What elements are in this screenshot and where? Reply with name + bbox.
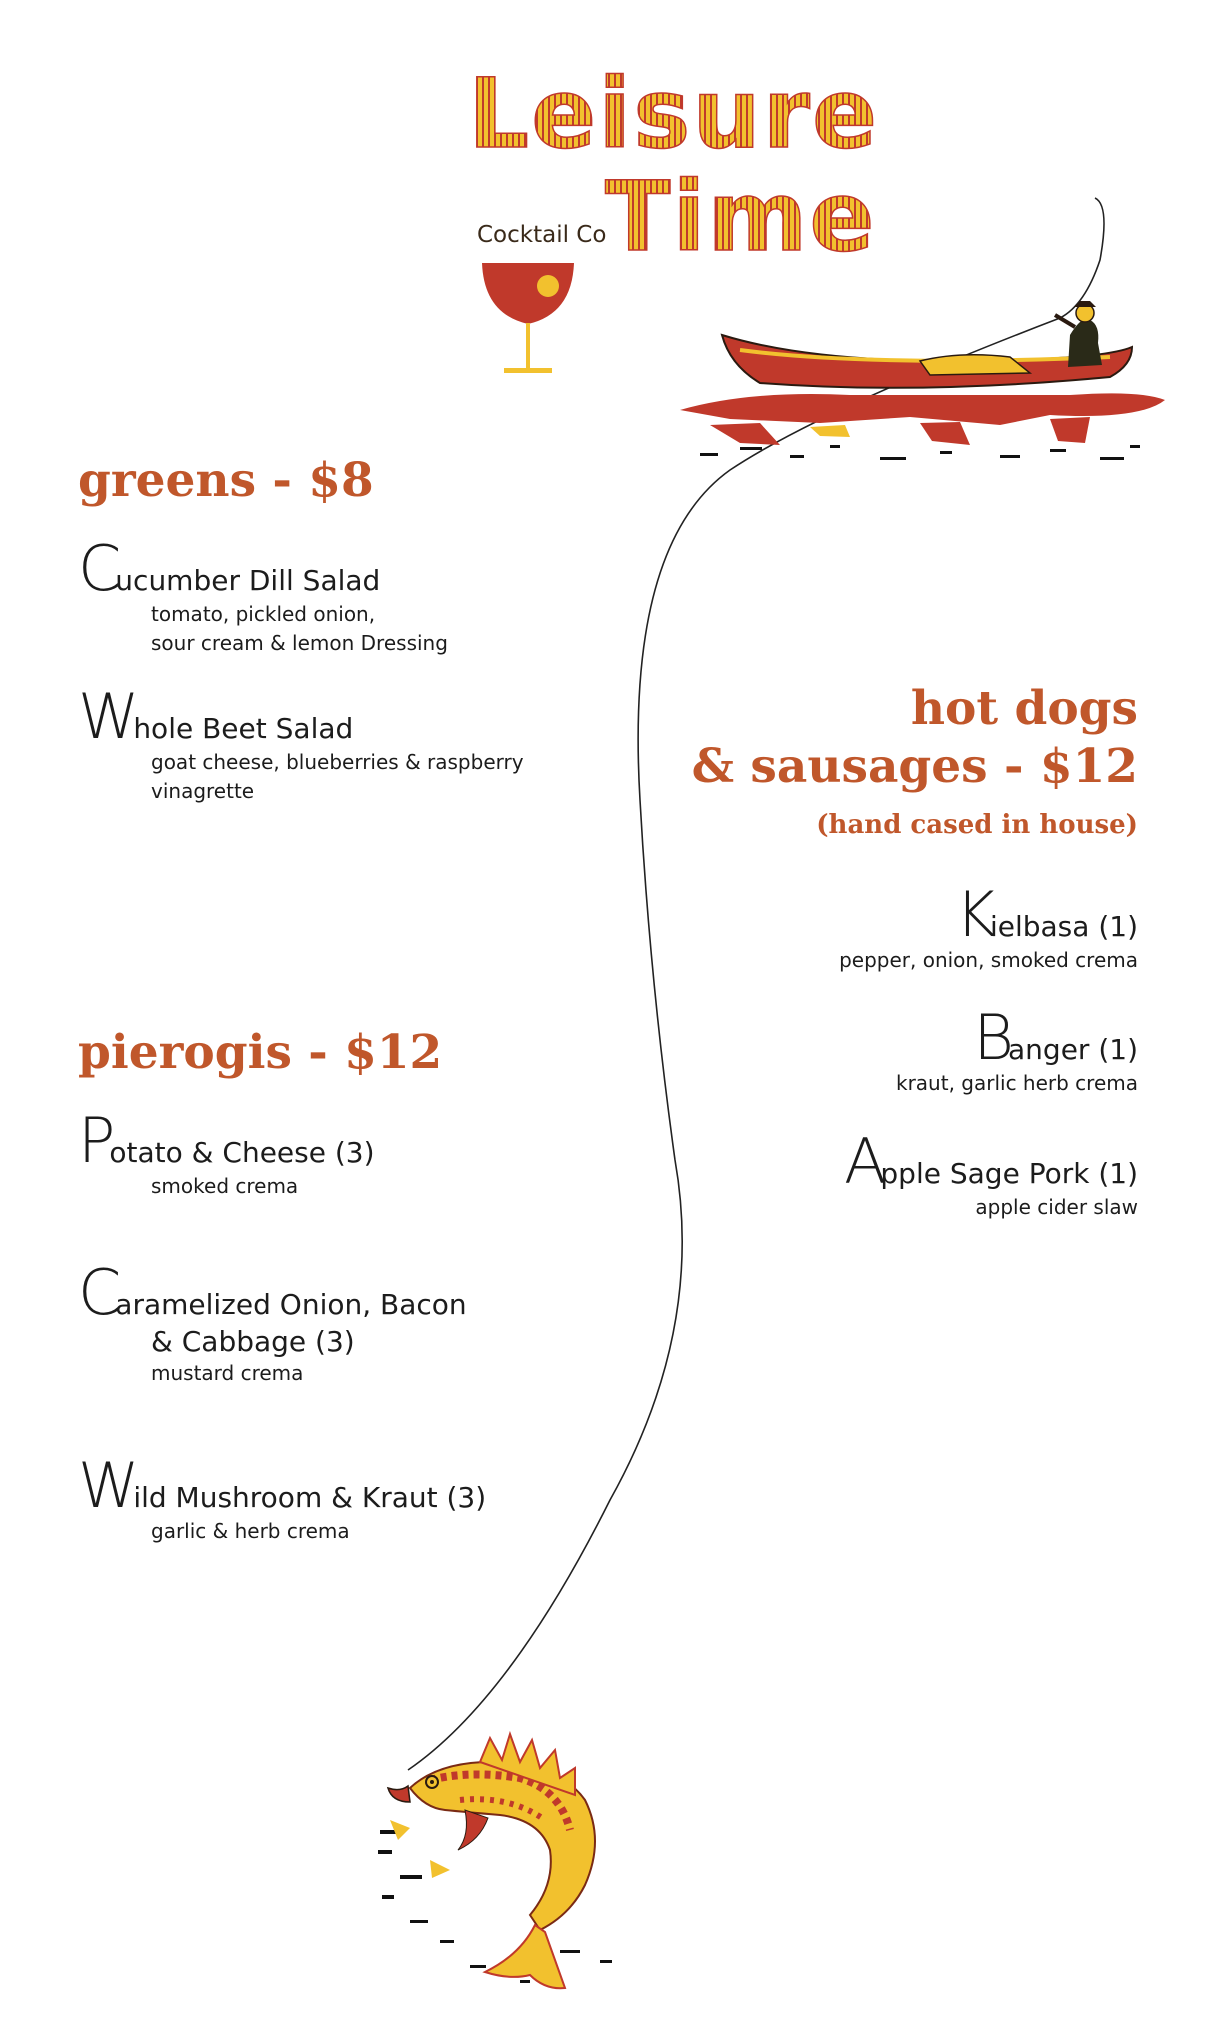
item-name: ild Mushroom & Kraut (3) xyxy=(133,1481,487,1514)
menu-item-cucumber-dill-salad xyxy=(78,532,448,658)
hotdogs-note: (hand cased in house) xyxy=(816,810,1138,840)
item-initial: B xyxy=(973,1001,1013,1074)
menu-item-kielbasa xyxy=(839,878,1138,975)
hotdogs-section xyxy=(618,680,1138,840)
item-description: pepper, onion, smoked crema xyxy=(839,948,1138,972)
item-name: ucumber Dill Salad xyxy=(115,564,381,597)
item-name: anger (1) xyxy=(1008,1033,1138,1066)
item-initial: K xyxy=(955,878,994,951)
logo-time: Time xyxy=(605,161,877,273)
pierogis-section xyxy=(78,1024,442,1083)
logo-leisure: Leisure xyxy=(468,58,880,170)
item-name: aramelized Onion, Bacon xyxy=(115,1288,467,1321)
item-name: hole Beet Salad xyxy=(133,712,354,745)
jumping-fish-illustration xyxy=(370,1710,660,2000)
item-name: pple Sage Pork (1) xyxy=(880,1157,1138,1190)
item-description: tomato, pickled onion, xyxy=(151,602,376,626)
menu-item-wild-mushroom xyxy=(78,1449,487,1546)
menu-item-apple-sage-pork xyxy=(843,1125,1138,1222)
item-description: kraut, garlic herb crema xyxy=(895,1071,1138,1095)
greens-section xyxy=(78,452,374,511)
logo-tagline: Cocktail Co xyxy=(477,222,607,248)
greens-title: greens - $8 xyxy=(78,453,374,508)
item-initial: A xyxy=(843,1125,885,1198)
item-initial: W xyxy=(78,680,138,753)
item-description: apple cider slaw xyxy=(975,1195,1138,1219)
item-initial: W xyxy=(78,1449,138,1522)
menu-item-whole-beet-salad xyxy=(78,680,524,806)
item-description: sour cream & lemon Dressing xyxy=(151,631,448,655)
menu-item-caramelized-onion xyxy=(78,1256,467,1388)
item-initial: C xyxy=(78,532,120,605)
item-description: goat cheese, blueberries & raspberry xyxy=(151,750,524,774)
item-description: mustard crema xyxy=(151,1361,304,1385)
pierogis-title: pierogis - $12 xyxy=(78,1025,443,1080)
menu-item-potato-cheese xyxy=(78,1104,375,1201)
item-name: ielbasa (1) xyxy=(989,910,1138,943)
canoe-fisherman-illustration xyxy=(670,295,1170,470)
item-name: otato & Cheese (3) xyxy=(109,1136,375,1169)
hotdogs-title-line2: & sausages - $12 xyxy=(691,739,1138,794)
hotdogs-title-line1: hot dogs xyxy=(910,681,1138,736)
item-description: smoked crema xyxy=(151,1174,299,1198)
item-name-line2: & Cabbage (3) xyxy=(151,1325,355,1358)
menu-item-banger xyxy=(895,1001,1138,1098)
item-initial: P xyxy=(78,1104,114,1177)
item-initial: C xyxy=(78,1256,120,1329)
item-description: garlic & herb crema xyxy=(151,1519,350,1543)
item-description: vinagrette xyxy=(151,779,255,803)
